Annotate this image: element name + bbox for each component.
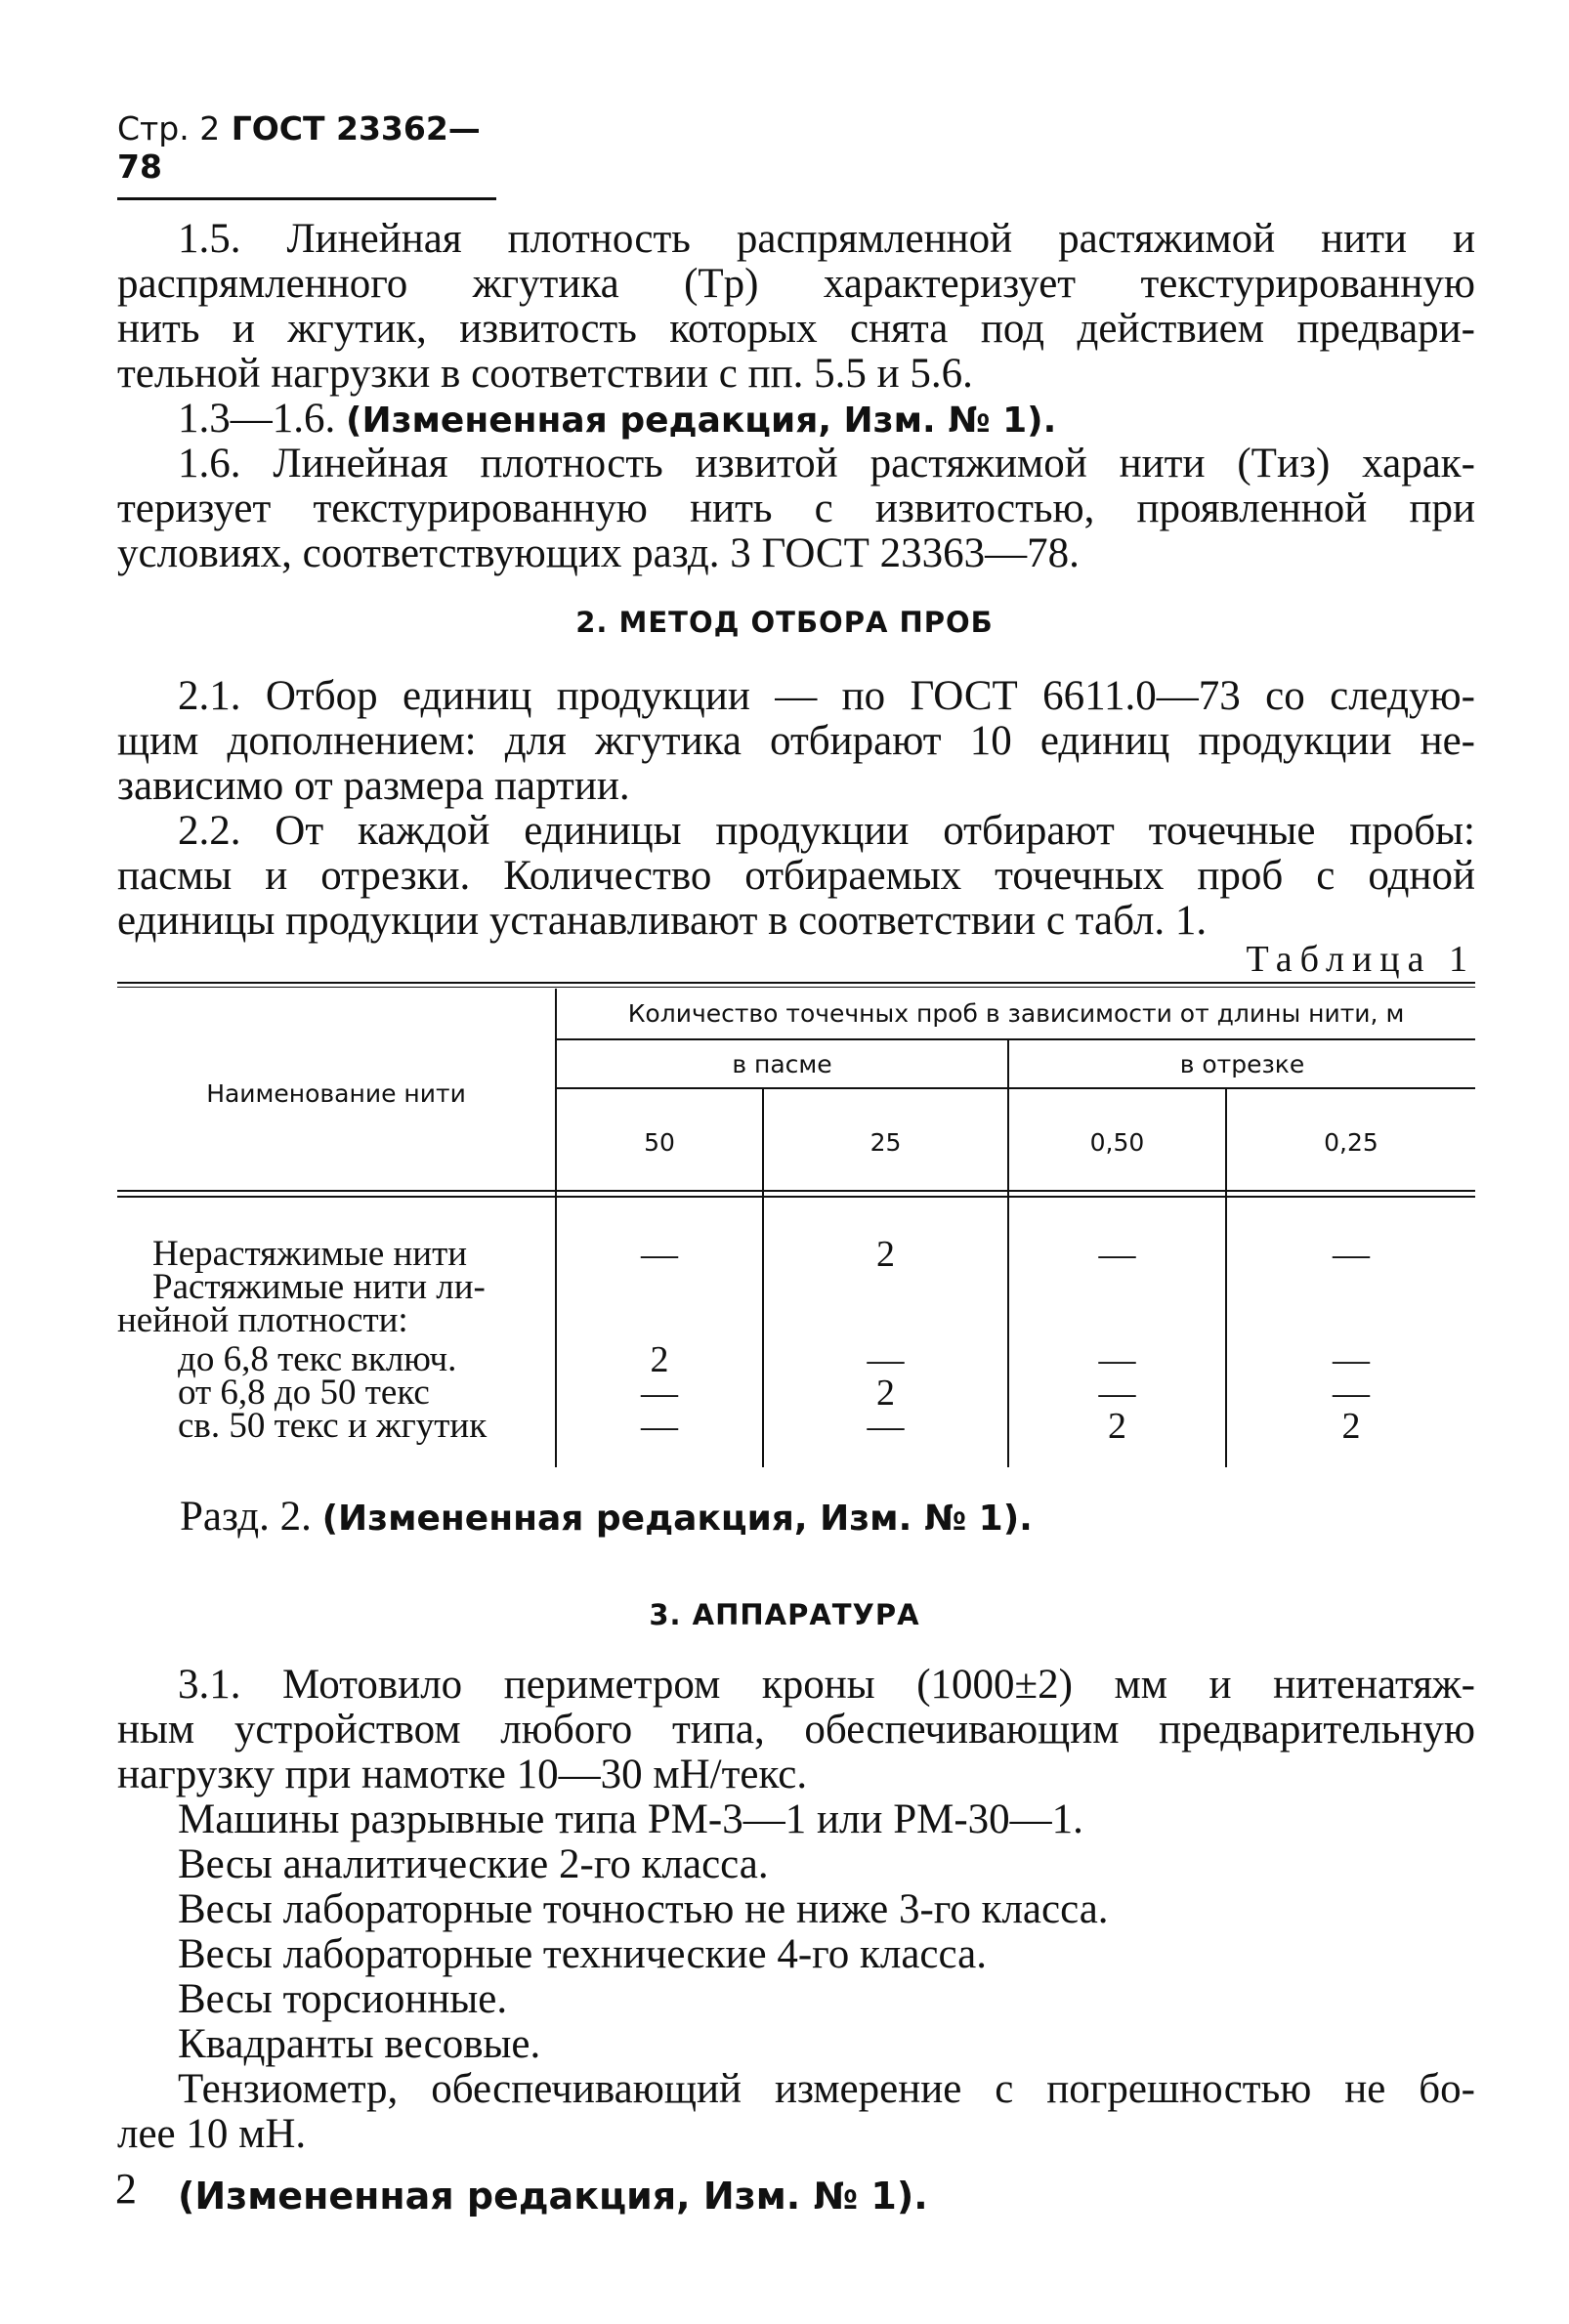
equipment-item: Машины разрывные типа РМ-3—1 или РМ-30—1. bbox=[178, 1796, 1083, 1842]
paragraph-1-5 bbox=[117, 217, 1475, 397]
table-rule bbox=[557, 1038, 1475, 1040]
text-line: лее 10 мН. bbox=[117, 2111, 307, 2157]
text-line: тельной нагрузки в соответствии с пп. 5.5 и 5.6. bbox=[117, 351, 973, 397]
length-header: 50 bbox=[644, 1128, 675, 1157]
row-name: нейной плотности: bbox=[117, 1300, 408, 1340]
subheader-segment: в отрезке bbox=[1179, 1050, 1305, 1078]
table-cell: — bbox=[867, 1339, 905, 1380]
text-line: ным устройством любого типа, обеспечивающим предварительную bbox=[117, 1707, 1475, 1753]
text-line: распрямленного жгутика (Tр) характеризует текстурированную bbox=[117, 261, 1475, 307]
header-standard: ГОСТ 23362—78 bbox=[117, 109, 481, 186]
column-group-header: Количество точечных проб в зависимости от длины нити, м bbox=[627, 999, 1405, 1028]
table-rule bbox=[117, 1190, 1475, 1192]
table-rule bbox=[117, 1196, 1475, 1198]
table-cell: — bbox=[641, 1234, 678, 1275]
table-cell: — bbox=[1098, 1234, 1136, 1275]
length-header: 25 bbox=[869, 1128, 902, 1157]
table-cell: 2 bbox=[1341, 1406, 1361, 1447]
text-line: 1.5. Линейная плотность распрямленной растяжимой нити и bbox=[178, 216, 1475, 262]
table-caption: Таблица 1 bbox=[1246, 939, 1475, 980]
row-name: до 6,8 текс включ. bbox=[178, 1339, 457, 1379]
page-number: 2 bbox=[115, 2165, 137, 2213]
equipment-item: Весы лабораторные точностью не ниже 3-го класса. bbox=[178, 1886, 1109, 1932]
paragraph-3-1 bbox=[117, 1663, 1475, 1797]
text-line: 2.1. Отбор единиц продукции — по ГОСТ 6611.0—73 со следую- bbox=[178, 673, 1475, 719]
amendment-note-section-3: (Измененная редакция, Изм. № 1). bbox=[178, 2175, 928, 2218]
equipment-item: Весы лабораторные технические 4-го класса. bbox=[178, 1931, 987, 1977]
table-cell: — bbox=[1333, 1339, 1370, 1380]
paragraph-2-1 bbox=[117, 674, 1475, 809]
note-prefix: Разд. 2. bbox=[180, 1494, 322, 1540]
table-cell: — bbox=[1098, 1373, 1136, 1414]
table-cell: 2 bbox=[876, 1373, 895, 1414]
table-cell: — bbox=[641, 1373, 678, 1414]
text-line: 3.1. Мотовило периметром кроны (1000±2) мм и нитенатяж- bbox=[178, 1662, 1475, 1708]
equipment-list bbox=[178, 1797, 1467, 2067]
equipment-item: Квадранты весовые. bbox=[178, 2021, 541, 2067]
length-header: 0,25 bbox=[1324, 1128, 1378, 1157]
table-cell: — bbox=[867, 1406, 905, 1447]
amendment-note-section-2 bbox=[180, 1495, 1352, 1542]
table-rule bbox=[117, 987, 1475, 988]
text-line: 2.2. От каждой единицы продукции отбирают точечные пробы: bbox=[178, 808, 1475, 854]
text-line: нить и жгутик, извитость которых снята под действием предвари- bbox=[117, 306, 1475, 352]
table-cell: — bbox=[1098, 1339, 1136, 1380]
sampling-table bbox=[117, 982, 1475, 1480]
header-page-label: Стр. 2 bbox=[117, 109, 221, 148]
equipment-item: Весы аналитические 2-го класса. bbox=[178, 1841, 769, 1887]
paragraph-2-2 bbox=[117, 809, 1475, 944]
table-cell: 2 bbox=[876, 1234, 895, 1275]
table-cell: — bbox=[641, 1406, 678, 1447]
length-header: 0,50 bbox=[1089, 1128, 1145, 1157]
text-line: Тензиометр, обеспечивающий измерение с погрешностью не бо- bbox=[178, 2066, 1475, 2112]
text-line: пасмы и отрезки. Количество отбираемых точечных проб с одной bbox=[117, 853, 1475, 899]
note-bold: (Измененная редакция, Изм. № 1). bbox=[346, 401, 1057, 441]
text-line: зависимо от размера партии. bbox=[117, 763, 630, 809]
text-line: щим дополнением: для жгутика отбирают 10 единиц продукции не- bbox=[117, 718, 1475, 764]
table-cell: 2 bbox=[1108, 1406, 1126, 1447]
text-line: условиях, соответствующих разд. 3 ГОСТ 23363—78. bbox=[117, 530, 1080, 576]
equipment-item: Весы торсионные. bbox=[178, 1976, 508, 2022]
note-prefix: 1.3—1.6. bbox=[178, 396, 346, 442]
text-line: 1.6. Линейная плотность извитой растяжимой нити (Tиз) харак- bbox=[178, 441, 1475, 486]
row-name: св. 50 текс и жгутик bbox=[178, 1406, 488, 1446]
table-cell: 2 bbox=[650, 1339, 669, 1380]
table-cell: — bbox=[1333, 1373, 1370, 1414]
section-title-2: 2. МЕТОД ОТБОРА ПРОБ bbox=[575, 606, 994, 639]
text-line: единицы продукции устанавливают в соответствии с табл. 1. bbox=[117, 898, 1208, 944]
table-rule bbox=[557, 1087, 1475, 1089]
tensiometer-paragraph bbox=[117, 2067, 1475, 2157]
amendment-note-1-3-1-6 bbox=[117, 397, 1536, 444]
page-header bbox=[117, 109, 496, 200]
column-header-name: Наименование нити bbox=[206, 1079, 466, 1108]
paragraph-1-6 bbox=[117, 442, 1475, 576]
row-name: от 6,8 до 50 текс bbox=[178, 1373, 430, 1413]
subheader-skein: в пасме bbox=[732, 1050, 832, 1078]
table-cell: — bbox=[1333, 1234, 1370, 1275]
section-title-3: 3. АППАРАТУРА bbox=[649, 1598, 920, 1631]
text-line: теризует текстурированную нить с извитостью, проявленной при bbox=[117, 486, 1475, 531]
row-name: Растяжимые нити ли- bbox=[152, 1267, 486, 1307]
text-line: нагрузку при намотке 10—30 мН/текс. bbox=[117, 1752, 808, 1797]
table-rule bbox=[117, 982, 1475, 984]
row-name: Нерастяжимые нити bbox=[152, 1234, 468, 1274]
note-bold: (Измененная редакция, Изм. № 1). bbox=[321, 1499, 1033, 1539]
